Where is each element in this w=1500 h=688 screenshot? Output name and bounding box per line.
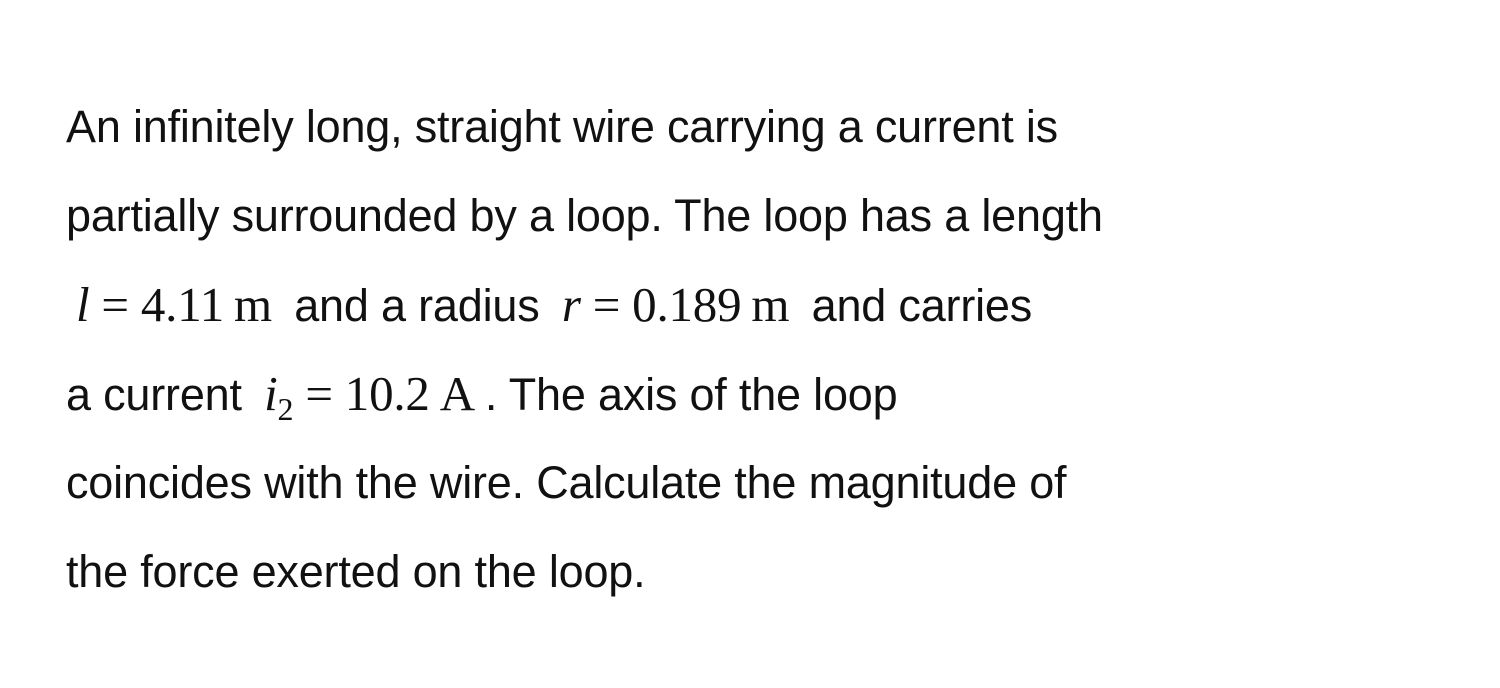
problem-line-3 bbox=[66, 260, 1446, 349]
length-equation bbox=[66, 277, 282, 332]
current-equals: = bbox=[305, 366, 333, 421]
current-equation bbox=[254, 366, 485, 427]
radius-unit: m bbox=[751, 277, 790, 332]
current-value: 10.2 bbox=[344, 366, 430, 421]
carries-text: and carries bbox=[811, 280, 1033, 331]
problem-line-4 bbox=[66, 349, 1446, 438]
current-subscript: 2 bbox=[277, 391, 294, 427]
length-symbol: l bbox=[76, 277, 90, 332]
radius-value: 0.189 bbox=[632, 277, 742, 332]
current-symbol: i bbox=[264, 366, 278, 421]
radius-intro-text: and a radius bbox=[294, 280, 540, 331]
problem-line-2: partially surrounded by a loop. The loop has a length bbox=[66, 190, 1103, 241]
problem-line-5: coincides with the wire. Calculate the magnitude of bbox=[66, 457, 1067, 508]
problem-line-6: the force exerted on the loop. bbox=[66, 546, 646, 597]
radius-equation bbox=[552, 277, 800, 332]
problem-statement bbox=[66, 82, 1446, 616]
current-intro-text: a current bbox=[66, 369, 242, 420]
problem-line-1: An infinitely long, straight wire carrying a current is bbox=[66, 101, 1058, 152]
axis-text: . The axis of the loop bbox=[484, 369, 898, 420]
current-unit: A bbox=[439, 366, 475, 421]
length-equals: = bbox=[101, 277, 129, 332]
radius-symbol: r bbox=[561, 277, 581, 332]
radius-equals: = bbox=[592, 277, 621, 332]
length-value: 4.11 bbox=[140, 277, 224, 332]
length-unit: m bbox=[234, 277, 272, 332]
